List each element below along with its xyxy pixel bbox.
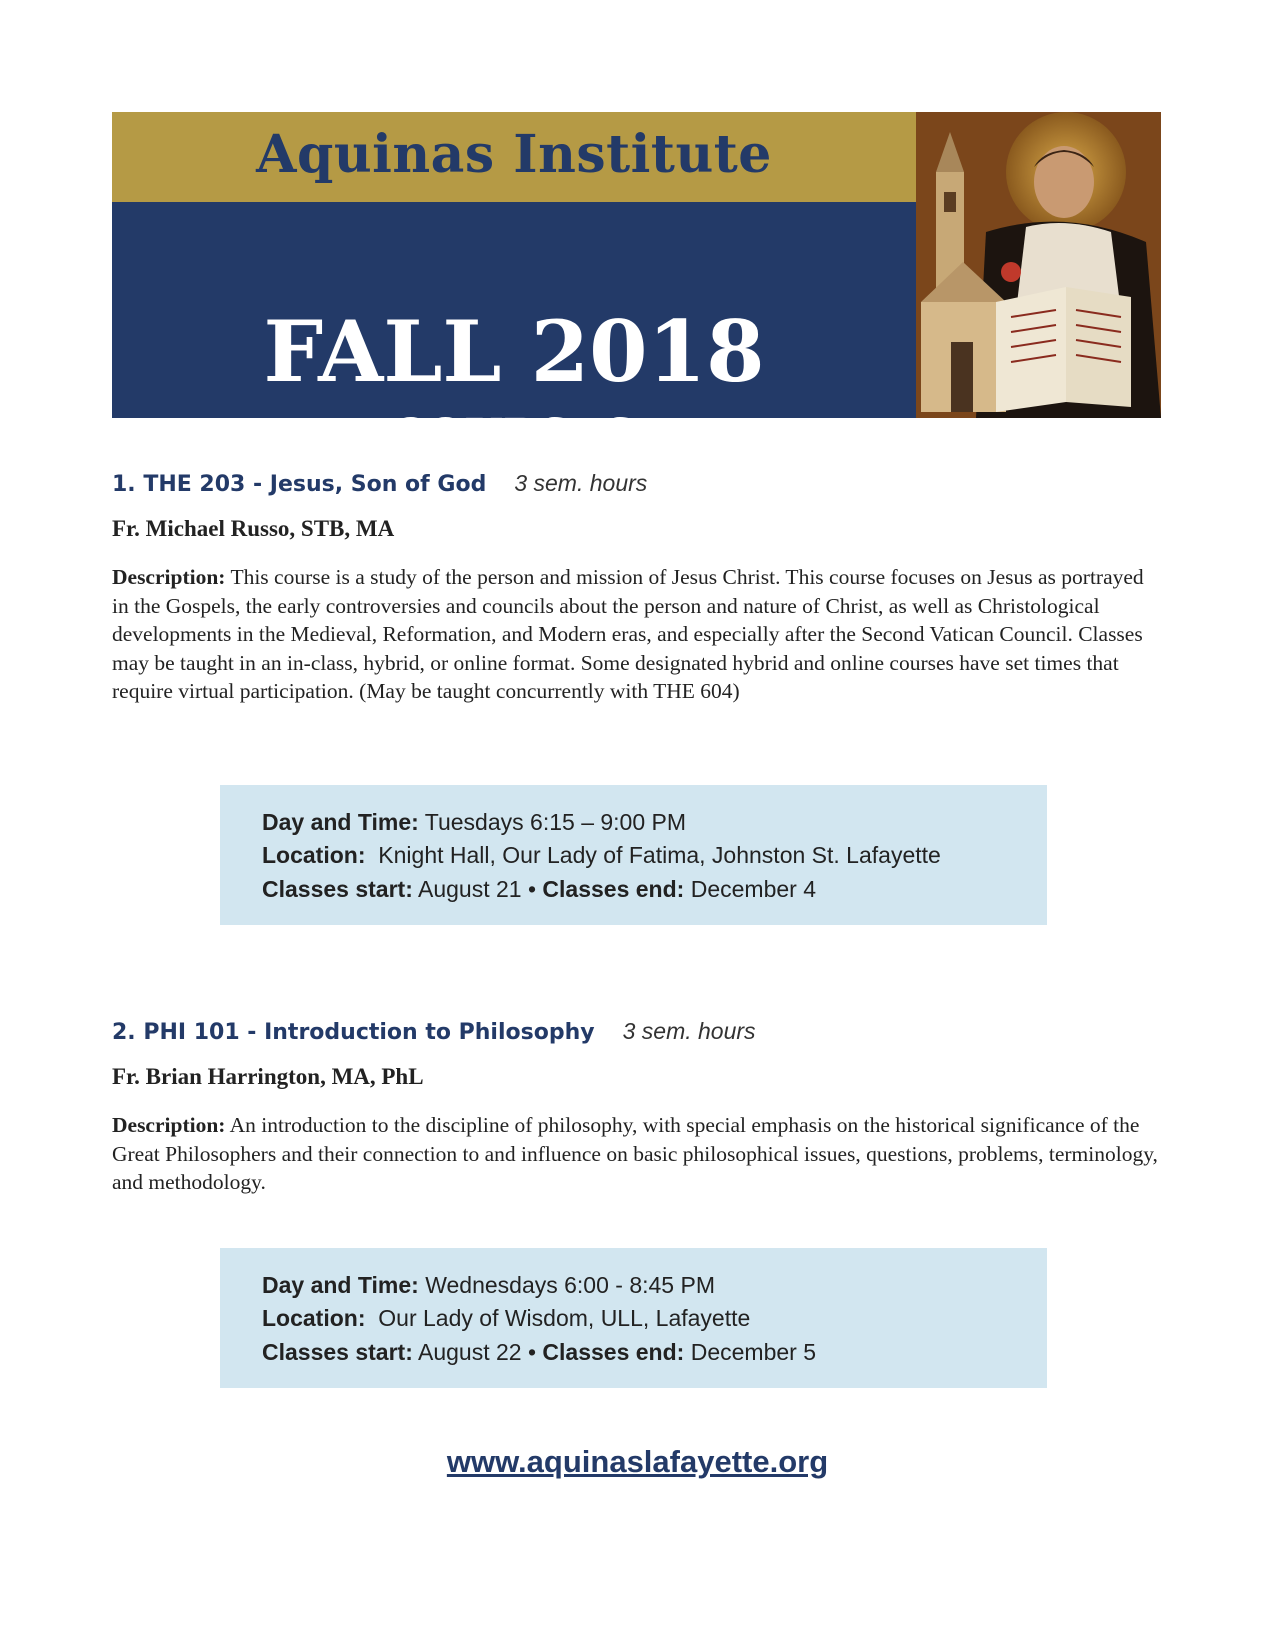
- day-time-value: Wednesdays 6:00 - 8:45 PM: [425, 1272, 715, 1298]
- gold-title-bar: [112, 112, 916, 202]
- day-time-label: Day and Time:: [262, 1272, 419, 1298]
- start-label: Classes start:: [262, 1339, 413, 1365]
- course-2-hours: 3 sem. hours: [622, 1018, 756, 1044]
- institute-name: Aquinas Institute: [256, 124, 772, 185]
- course-2-description-label: Description:: [112, 1113, 226, 1137]
- course-1-location: [262, 842, 941, 869]
- course-1-description: [112, 563, 1162, 706]
- start-label: Classes start:: [262, 876, 413, 902]
- course-1-schedule-box: [220, 785, 1047, 925]
- course-2-dates: [262, 1339, 816, 1366]
- navy-title-bar: [112, 202, 916, 461]
- course-1-day-time: [262, 809, 686, 836]
- course-1-title-row: [112, 470, 647, 497]
- bullet-separator: •: [527, 1339, 537, 1365]
- location-label: Location:: [262, 1305, 366, 1331]
- course-1-instructor: Fr. Michael Russo, STB, MA: [112, 516, 395, 541]
- website-link[interactable]: www.aquinaslafayette.org: [446, 1444, 829, 1479]
- header-banner: [112, 112, 1161, 461]
- day-time-value: Tuesdays 6:15 – 9:00 PM: [424, 809, 687, 835]
- end-label: Classes end:: [542, 1339, 685, 1365]
- course-1-description-label: Description:: [112, 565, 226, 589]
- course-2-instructor: Fr. Brian Harrington, MA, PhL: [112, 1064, 424, 1089]
- course-2-description-text: An introduction to the discipline of philosophy, with special emphasis on the historical significance of the Great Philosophers and their connection to and influence on basic philosophical issues, questions, problems, terminology, and methodology.: [112, 1113, 1158, 1194]
- location-value: Knight Hall, Our Lady of Fatima, Johnston St. Lafayette: [378, 842, 941, 868]
- start-value: August 21: [417, 876, 522, 902]
- course-1-hours: 3 sem. hours: [514, 470, 648, 496]
- course-2-description: [112, 1111, 1162, 1197]
- course-1-description-text: This course is a study of the person and mission of Jesus Christ. This course focuses on Jesus as portrayed in the Gospels, the early controversies and councils about the person and nature of Christ, as well as Christological developments in the Medieval, Reformation, and Modern eras, and especially after the Second Vatican Council. Classes may be taught in an in-class, hybrid, or online format. Some designated hybrid and online courses have set times that require virtual participation. (May be taught concurrently with THE 604): [112, 565, 1144, 703]
- start-value: August 22: [417, 1339, 522, 1365]
- end-value: December 5: [690, 1339, 816, 1365]
- course-2-day-time: [262, 1272, 715, 1299]
- bullet-separator: •: [527, 876, 537, 902]
- term-title: FALL 2018: [263, 302, 765, 401]
- course-2-location: [262, 1305, 750, 1332]
- saint-painting-image: [916, 112, 1161, 418]
- course-1-dates: [262, 876, 816, 903]
- course-1-title: 1. THE 203 - Jesus, Son of God: [112, 472, 487, 497]
- course-2-title-row: [112, 1018, 756, 1045]
- course-2-schedule-box: [220, 1248, 1047, 1388]
- location-value: Our Lady of Wisdom, ULL, Lafayette: [378, 1305, 751, 1331]
- end-value: December 4: [690, 876, 816, 902]
- location-label: Location:: [262, 842, 366, 868]
- courses-subtitle: COURSES: [391, 410, 637, 461]
- course-2-title: 2. PHI 101 - Introduction to Philosophy: [112, 1020, 595, 1045]
- day-time-label: Day and Time:: [262, 809, 419, 835]
- end-label: Classes end:: [542, 876, 685, 902]
